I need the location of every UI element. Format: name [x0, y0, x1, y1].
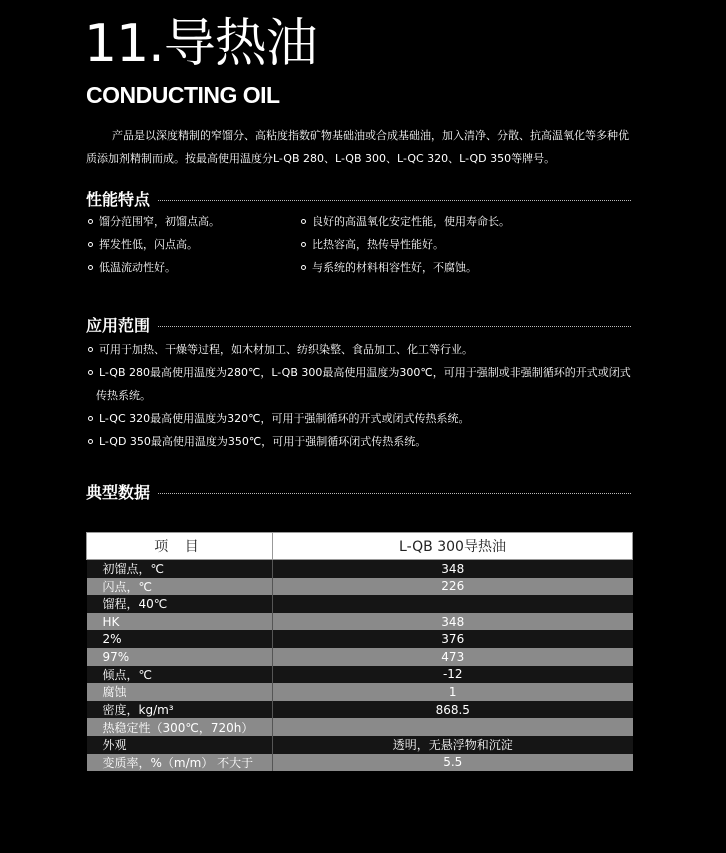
- heading-divider: [158, 493, 631, 494]
- list-item: 挥发性低，闪点高。: [88, 233, 298, 256]
- row-name: 变质率，%（m/m） 不大于: [87, 754, 273, 772]
- row-value: 348: [273, 560, 633, 578]
- row-name: 密度，kg/m³: [87, 701, 273, 719]
- table-row: [87, 595, 633, 613]
- row-value: 1: [273, 683, 633, 701]
- intro-line-2: 质添加剂精制而成。按最高使用温度分L-QB 280、L-QB 300、L-QC 320、L-QD 350等牌号。: [86, 152, 556, 165]
- applications-heading: [86, 313, 631, 335]
- column-header-item: 项 目: [87, 533, 273, 560]
- table-row: [87, 701, 633, 719]
- intro-paragraph: [86, 124, 646, 170]
- table-row: [87, 630, 633, 648]
- list-item: 低温流动性好。: [88, 256, 298, 279]
- row-name: 闪点，℃: [87, 578, 273, 596]
- row-name: 2%: [87, 630, 273, 648]
- row-name: 腐蚀: [87, 683, 273, 701]
- features-heading: [86, 187, 631, 209]
- list-item: 馏分范围窄，初馏点高。: [88, 210, 298, 233]
- row-name: 初馏点，℃: [87, 560, 273, 578]
- list-item: L-QD 350最高使用温度为350℃，可用于强制循环闭式传热系统。: [88, 430, 633, 453]
- row-name: 外观: [87, 736, 273, 754]
- row-value: 5.5: [273, 754, 633, 772]
- column-header-product: L-QB 300导热油: [273, 533, 633, 560]
- table-row: [87, 718, 633, 736]
- list-item: 良好的高温氧化安定性能，使用寿命长。: [301, 210, 631, 233]
- list-item: L-QB 280最高使用温度为280℃，L-QB 300最高使用温度为300℃，可用于强制或非强制循环的开式或闭式: [88, 361, 633, 384]
- row-value: 226: [273, 578, 633, 596]
- row-name: HK: [87, 613, 273, 631]
- table-header-row: [87, 533, 633, 560]
- row-name: 馏程，40℃: [87, 595, 273, 613]
- table-row: [87, 754, 633, 772]
- features-left-list: [88, 210, 298, 279]
- list-item-continuation: 传热系统。: [96, 389, 151, 402]
- table-row: [87, 578, 633, 596]
- list-item: 可用于加热、干燥等过程，如木材加工、纺织染整、食品加工、化工等行业。: [88, 338, 633, 361]
- features-heading-label: 性能特点: [86, 189, 151, 209]
- table-row: [87, 666, 633, 684]
- row-name: 97%: [87, 648, 273, 666]
- row-value: 376: [273, 630, 633, 648]
- applications-list: [88, 338, 633, 453]
- page-title: 11.导热油: [84, 14, 317, 74]
- list-item: 与系统的材料相容性好，不腐蚀。: [301, 256, 631, 279]
- heading-divider: [158, 326, 631, 327]
- table-row: [87, 736, 633, 754]
- row-value: -12: [273, 666, 633, 684]
- row-value: 348: [273, 613, 633, 631]
- row-value: [273, 595, 633, 613]
- table-row: [87, 648, 633, 666]
- heading-divider: [158, 200, 631, 201]
- row-value: 透明，无悬浮物和沉淀: [273, 736, 633, 754]
- row-value: [273, 718, 633, 736]
- row-name: 热稳定性（300℃，720h）: [87, 718, 273, 736]
- applications-heading-label: 应用范围: [86, 315, 151, 335]
- list-item: 比热容高，热传导性能好。: [301, 233, 631, 256]
- intro-line-1: 产品是以深度精制的窄馏分、高粘度指数矿物基础油或合成基础油，加入清净、分散、抗高温氧化等多种优: [112, 129, 629, 142]
- row-value: 868.5: [273, 701, 633, 719]
- row-name: 倾点，℃: [87, 666, 273, 684]
- list-item: L-QC 320最高使用温度为320℃，可用于强制循环的开式或闭式传热系统。: [88, 407, 633, 430]
- features-right-list: [301, 210, 631, 279]
- typical-data-heading-label: 典型数据: [86, 482, 151, 502]
- table-row: [87, 560, 633, 578]
- row-value: 473: [273, 648, 633, 666]
- page-subtitle: CONDUCTING OIL: [86, 82, 280, 108]
- table-row: [87, 613, 633, 631]
- table-row: [87, 683, 633, 701]
- typical-data-table: [86, 532, 633, 771]
- typical-data-heading: [86, 480, 631, 502]
